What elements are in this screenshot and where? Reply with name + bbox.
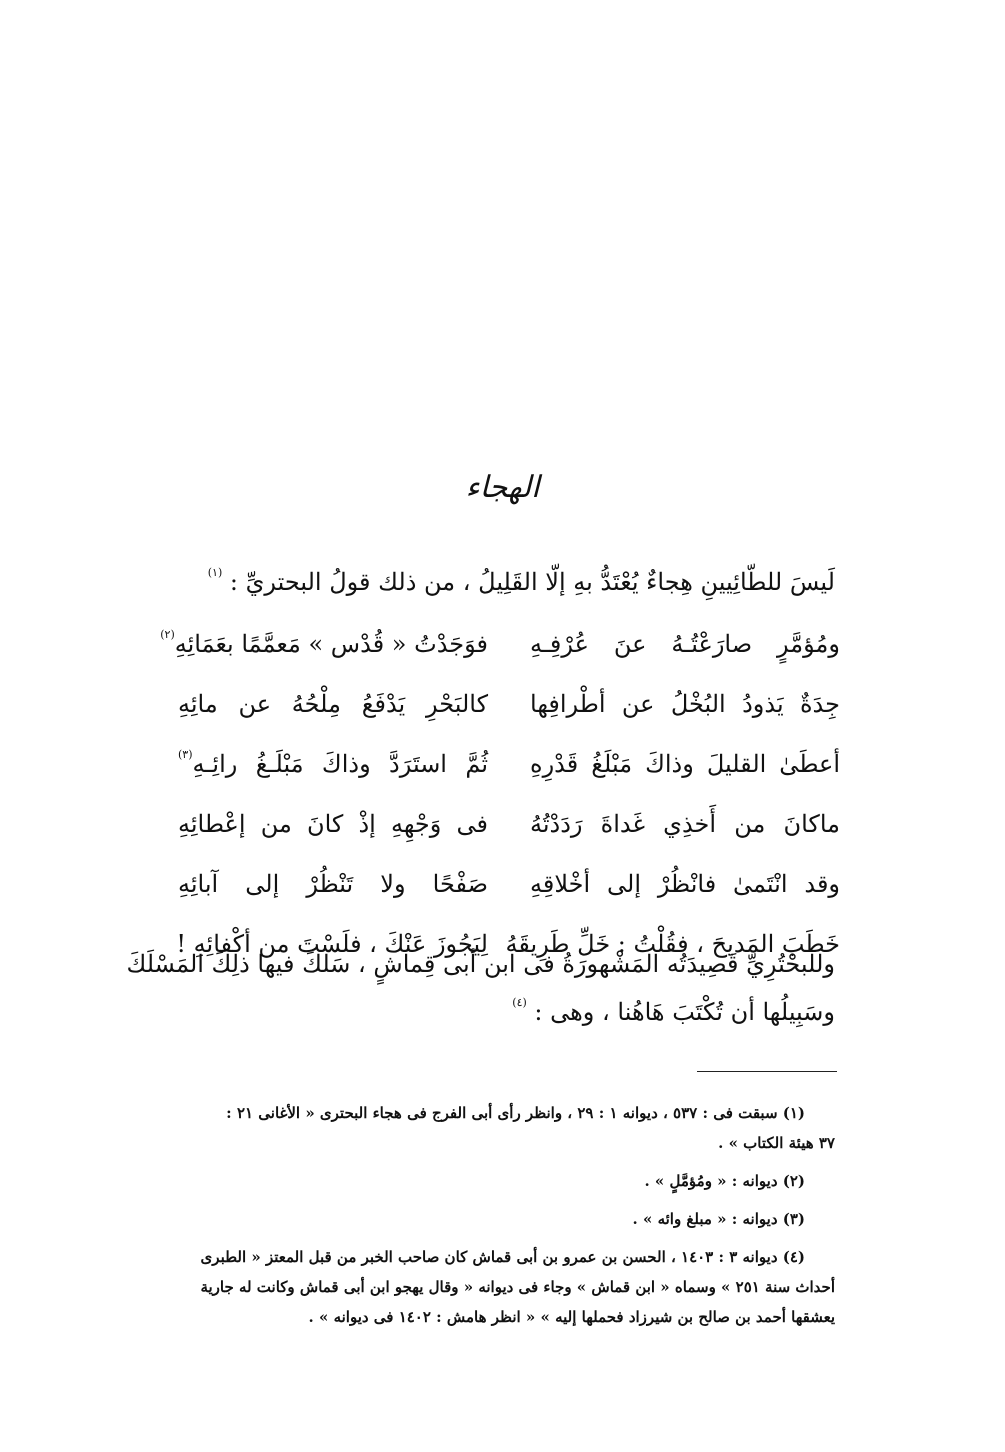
intro-line — [175, 568, 835, 596]
footnote-1 — [135, 1098, 835, 1158]
verse-second-hemistich: فوَجَدْتُ « قُدْس » مَعمَّمًا بعَمَائِهِ$^{(٢)}$ — [160, 628, 488, 658]
body-paragraph — [126, 940, 835, 1041]
footnote-line: أحداث سنة ٢٥١ » وسماه « ابن قماش » وجاء فى ديوانه « وقال يهجو ابن أبى قماش وكانت له جارية — [200, 1278, 835, 1296]
footnote-line: (٣) ديوانه : « مبلغ وائه » . — [632, 1210, 805, 1228]
footnote-ref-2: (٢) — [160, 628, 175, 641]
paragraph-line: وسَبِيلُها أن تُكْتَبَ هَاهُنا ، وهى : $^{(٤)}$ — [512, 996, 835, 1026]
verse-second-hemistich: صَفْحًا ولا تَنْظُرْ إلى آبائِهِ — [178, 870, 488, 898]
paragraph-line: وللبحْتُرِيِّ قَصِيدَتُه المَشْهورَةُ فى ابن أبى قِماشٍ ، سَلكَ فيها ذلِكَ المَسْلَكَ — [126, 950, 835, 978]
intro-text: لَيسَ للطّائِيينِ هِجاءٌ يُعْتَدُّ بهِ إلّا القَلِيلُ ، من ذلك قولُ البحتريِّ : — [229, 568, 835, 596]
verse-first-hemistich: جِدَةٌ يَذودُ البُخْلُ عن أطْرافِها — [530, 690, 840, 718]
footnote-line: (٤) ديوانه ٣ : ١٤٠٣ ، الحسن بن عمرو بن أبى قماش كان صاحب الخبر من قبل المعتز « الطبرى — [200, 1248, 805, 1266]
footnote-2 — [135, 1166, 835, 1196]
verse-first-hemistich: وقد انْتَمىٰ فانْظُرْ إلى أخْلاقِهِ — [530, 870, 840, 898]
footnote-line: ٣٧ هيئة الكتاب » . — [718, 1134, 835, 1152]
footnote-4 — [135, 1242, 835, 1332]
footnote-ref-1: (١) — [207, 566, 223, 579]
verse-second-hemistich: لِيَجُوزَ عَنْكَ ، فلَسْتَ من أكْفائِهِ ! — [176, 930, 488, 958]
verse-second-hemistich: فى وَجْهِهِ إذْ كانَ من إعْطائِهِ — [178, 810, 488, 838]
poem-verses — [160, 622, 840, 982]
verse-second-hemistich: ثُمَّ استَرَدَّ وذاكَ مَبْلَـغُ رائِـهِ$^{(٣)}$ — [178, 748, 488, 778]
footnote-ref-3: (٣) — [178, 748, 193, 761]
verse-line — [160, 742, 840, 802]
footnote-line: يعشقها أحمد بن صالح بن شيرزاد فحملها إليه » « انظر هامش : ١٤٠٢ فى ديوانه » . — [308, 1308, 835, 1326]
footnote-separator — [697, 1071, 837, 1072]
footnote-3 — [135, 1204, 835, 1234]
footnote-ref-4: (٤) — [512, 996, 527, 1009]
chapter-title: الهجاء — [465, 470, 540, 505]
verse-line — [160, 802, 840, 862]
footnote-line: (١) سبقت فى : ٥٣٧ ، ديوانه ١ : ٢٩ ، وانظر رأى أبى الفرج فى هجاء البحترى « الأغانى ٢١ : — [226, 1104, 805, 1122]
verse-first-hemistich: خَطَبَ المَديحَ ، فقُلْتُ : خَلِّ طَرِيقَهُ — [505, 930, 840, 958]
verse-line — [160, 862, 840, 922]
verse-first-hemistich: ماكانَ من أَخذِي غَداةَ رَدَدْتُهُ — [530, 810, 840, 838]
footnote-line: (٢) ديوانه : « ومُؤمَّلٍ » . — [644, 1172, 805, 1190]
verse-first-hemistich: أعطَىٰ القليلَ وذاكَ مَبْلَغُ قَدْرِهِ — [530, 750, 840, 778]
verse-first-hemistich: ومُؤمَّرٍ صارَعْتُـهُ عنَ عُرْفِـهِ — [530, 630, 840, 658]
verse-line — [160, 622, 840, 682]
footnotes — [135, 1098, 835, 1340]
verse-second-hemistich: كالبَحْرِ يَدْفَعُ مِلْحُهُ عن مائِهِ — [178, 690, 488, 718]
verse-line — [160, 682, 840, 742]
